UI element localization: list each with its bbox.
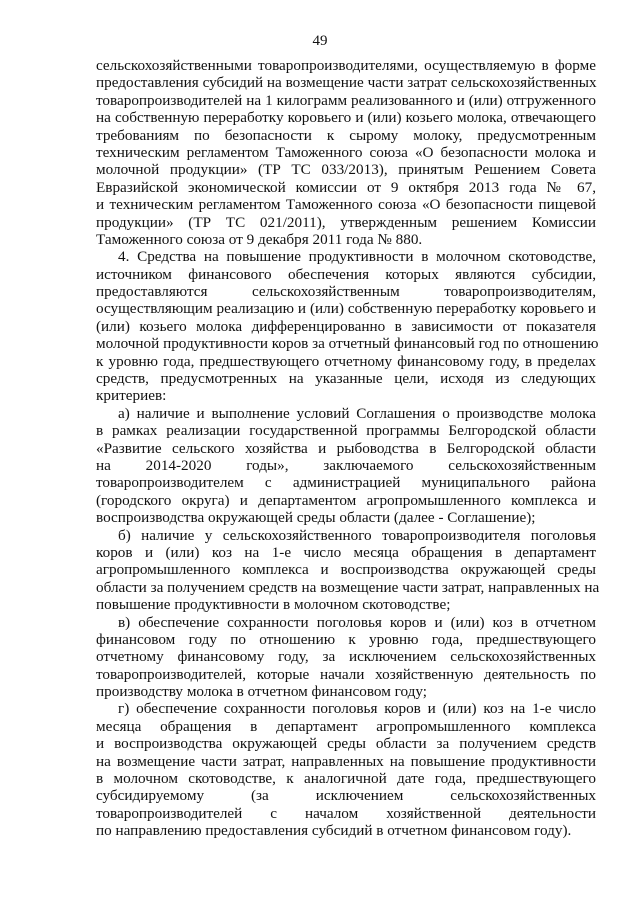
list-item-g [96,700,596,839]
text-line: агропромышленного комплекса и воспроизводства окружающей среды [96,561,596,579]
text-line: предоставляются сельскохозяйственным товаропроизводителям, [96,283,596,301]
text-line: области за получением средств на возмещение части затрат, направленных на [96,578,600,596]
list-item-b [96,526,600,614]
text-line: источником финансового обеспечения которых являются субсидии, [96,265,596,283]
text-line: молочной продуктивности коров за отчетный финансовый год по отношению [96,335,599,353]
text-line: молочной продукции» (ТР ТС 033/2013), принятым Решением Совета [96,161,596,179]
text-line: в молочном скотоводстве, к аналогичной дате года, предшествующего [96,770,596,788]
text-line: а) наличие и выполнение условий Соглашения о производстве молока [118,404,596,422]
text-line: Евразийской экономической комиссии от 9 октября 2013 года № 67, [96,178,596,196]
text-line: на собственную переработку коровьего и (или) козьего молока, отвечающего [96,109,596,127]
text-line: отчетному финансовому году, за исключением сельскохозяйственных [96,648,596,666]
paragraph-continuation [96,57,596,248]
text-line: Таможенного союза от 9 декабря 2011 года № 880. [96,230,423,248]
text-line: 4. Средства на повышение продуктивности в молочном скотоводстве, [118,248,596,266]
text-line: продукции» (ТР ТС 021/2011), утвержденным решением Комиссии [96,213,596,231]
text-line: б) наличие у сельскохозяйственного товаропроизводителя поголовья [118,526,596,544]
text-line: и воспроизводства окружающей среды области за получением средств [96,735,596,753]
text-line: критериев: [96,387,167,405]
text-line: финансовом году по отношению к уровню года, предшествующего [96,630,596,648]
text-line: субсидируемому (за исключением сельскохозяйственных [96,787,596,805]
text-line: на 2014-2020 годы», заключаемого сельскохозяйственным [96,456,596,474]
text-line: техническим регламентом Таможенного союза «О безопасности молока и [96,143,596,161]
text-line: (городского округа) и департаментом агропромышленного комплекса и [96,491,596,509]
text-line: повышение продуктивности в молочном скотоводстве; [96,596,451,614]
text-line: (или) козьего молока дифференцированно в зависимости от показателя [96,317,596,335]
text-line: требованиям по безопасности к сырому молоку, предусмотренным [96,126,596,144]
text-line: к уровню года, предшествующего отчетному финансовому году, в пределах [96,352,596,370]
document-body [96,57,600,840]
text-line: месяца обращения в департамент агропромышленного комплекса [96,717,596,735]
text-line: предоставления субсидий на возмещение части затрат сельскохозяйственных [96,74,597,92]
text-line: «Развитие сельского хозяйства и рыбоводства в Белгородской области [96,439,596,457]
page-number: 49 [312,33,328,49]
text-line: на возмещение части затрат, направленных на повышение продуктивности [96,752,596,770]
text-line: осуществляющим реализацию и (или) собственную переработку коровьего и [96,300,596,318]
text-line: коров и (или) коз на 1-е число месяца обращения в департамент [96,543,596,561]
text-line: средств, предусмотренных на указанные цели, исходя из следующих [96,370,596,388]
text-line: в рамках реализации государственной программы Белгородской области [96,422,596,440]
paragraph-4 [96,248,599,405]
text-line: товаропроизводителей, которые начали хозяйственную деятельность по [96,665,596,683]
text-line: воспроизводства окружающей среды области (далее - Соглашение); [96,509,536,527]
list-item-v [96,614,596,701]
text-line: товаропроизводителем с администрацией муниципального района [96,474,596,492]
text-line: г) обеспечение сохранности поголовья коров и (или) коз на 1-е число [118,700,596,718]
text-line: товаропроизводителей с началом хозяйственной деятельности [96,804,596,822]
text-line: товаропроизводителей на 1 килограмм реализованного и (или) отгруженного [96,91,596,109]
list-item-a [96,405,596,527]
text-line: в) обеспечение сохранности поголовья коров и (или) коз в отчетном [118,613,596,631]
text-line: по направлению предоставления субсидий в отчетном финансовом году). [96,822,572,840]
text-line: и техническим регламентом Таможенного союза «О безопасности пищевой [96,196,596,214]
text-line: производству молока в отчетном финансовом году; [96,683,427,701]
text-line: сельскохозяйственными товаропроизводителями, осуществляемую в форме [96,57,596,74]
